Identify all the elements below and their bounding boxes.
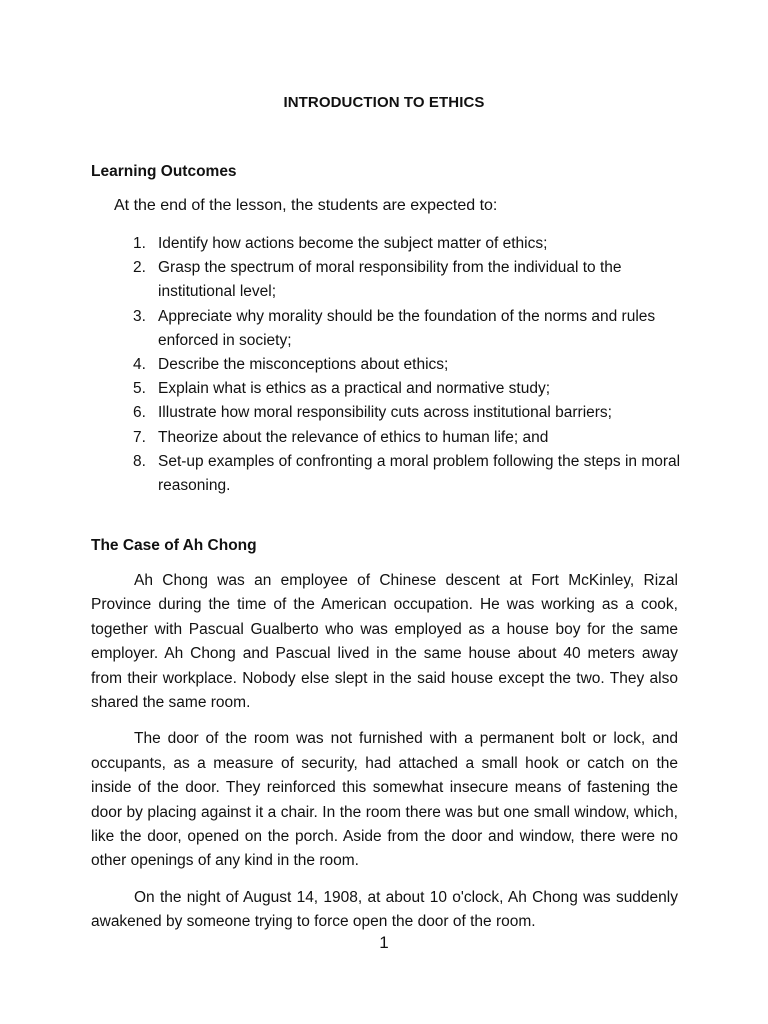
list-item [133, 353, 683, 377]
list-item-number: 5. [133, 380, 146, 398]
learning-outcomes-heading: Learning Outcomes [91, 163, 237, 180]
learning-outcomes-list [133, 232, 683, 498]
list-item-text: Illustrate how moral responsibility cuts across institutional barriers; [158, 404, 612, 422]
learning-outcomes-intro: At the end of the lesson, the students are expected to: [114, 197, 498, 214]
list-item-number: 7. [133, 428, 146, 446]
list-item [133, 377, 683, 401]
list-item-text: Appreciate why morality should be the foundation of the norms and rules enforced in society; [158, 307, 656, 349]
list-item-number: 2. [133, 259, 146, 277]
list-item-text: Identify how actions become the subject matter of ethics; [158, 235, 548, 252]
list-item [133, 426, 683, 450]
list-item-number: 4. [133, 356, 146, 374]
list-item [133, 232, 683, 256]
list-item [133, 401, 683, 425]
list-item-number: 8. [133, 452, 146, 470]
list-item-text: Describe the misconceptions about ethics; [158, 356, 449, 374]
document-title: INTRODUCTION TO ETHICS [283, 94, 485, 111]
case-paragraph: Ah Chong was an employee of Chinese descent at Fort McKinley, Rizal Province during the time of the American occupation. He was working as a cook, together with Pascual Gualberto who was employed as a house boy for the same employer. Ah Chong and Pascual lived in the same house about 40 meters away from their workplace. Nobody else slept in the said house except the two. They also shared the same room. [91, 572, 678, 712]
list-item-text: Theorize about the relevance of ethics to human life; and [158, 428, 549, 446]
list-item-text: Explain what is ethics as a practical and normative study; [158, 380, 550, 398]
list-item-number: 6. [133, 404, 146, 422]
case-body [91, 569, 678, 947]
list-item [133, 450, 683, 498]
case-paragraph: On the night of August 14, 1908, at about 10 o'clock, Ah Chong was suddenly awakened by someone trying to force open the door of the room. [91, 888, 678, 931]
list-item [133, 305, 683, 353]
list-item-number: 3. [133, 307, 146, 325]
case-paragraph: The door of the room was not furnished with a permanent bolt or lock, and occupants, as a measure of security, had attached a small hook or catch on the inside of the door. They reinforced this somewhat insecure means of fastening the door by placing against it a chair. In the room there was but one small window, which, like the door, opened on the porch. Aside from the door and window, there were no other openings of any kind in the room. [91, 730, 678, 870]
list-item-number: 1. [133, 235, 146, 252]
page-number: 1 [379, 933, 389, 952]
list-item-text: Set-up examples of confronting a moral problem following the steps in moral reasoning. [158, 452, 681, 495]
list-item [133, 256, 683, 304]
list-item-text: Grasp the spectrum of moral responsibility from the individual to the institutional level; [158, 259, 622, 301]
case-heading: The Case of Ah Chong [91, 537, 257, 554]
